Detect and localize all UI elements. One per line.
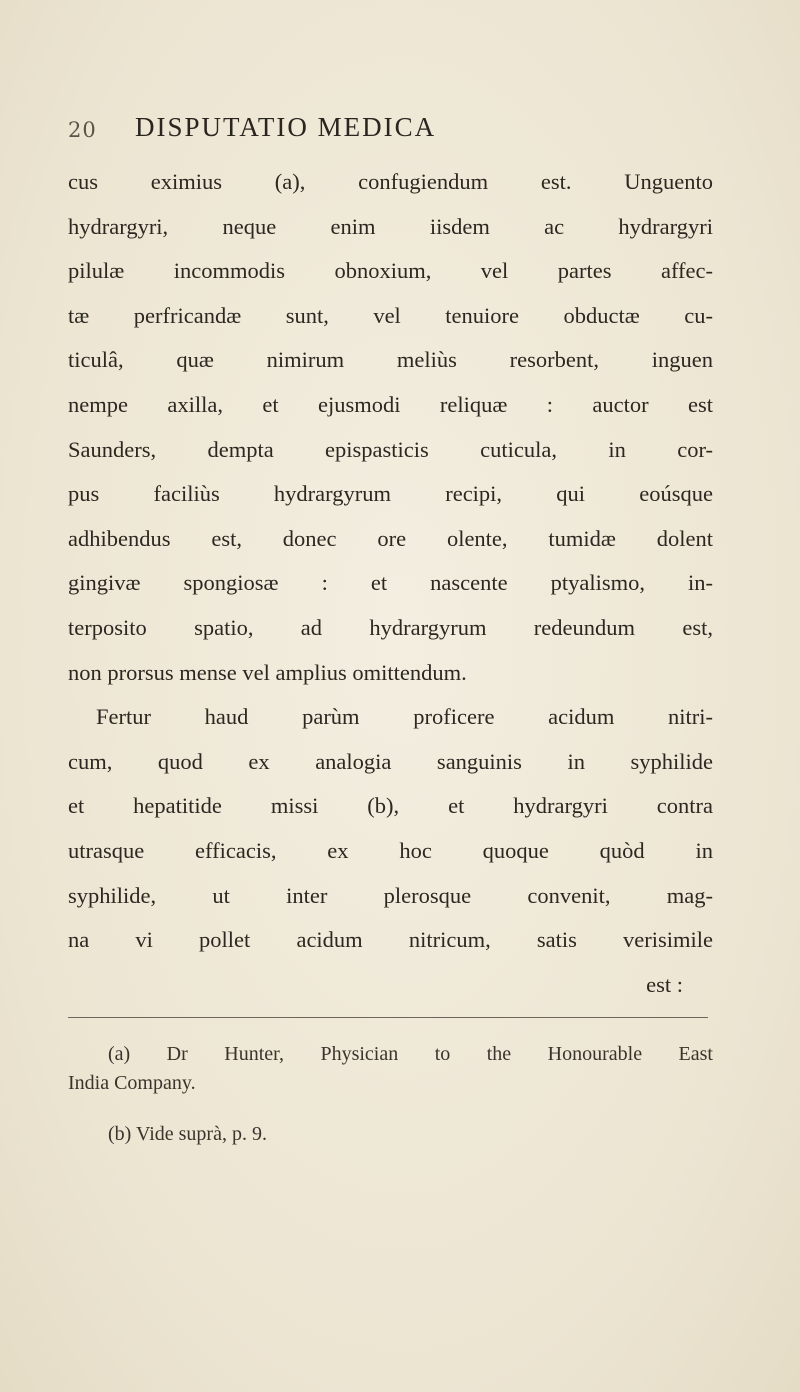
text-line: cus eximius (a), confugiendum est. Unguento xyxy=(68,169,713,194)
footnote-a-line1: (a) Dr Hunter, Physician to the Honourable East xyxy=(108,1043,713,1065)
text-line: adhibendus est, donec ore olente, tumidæ dolent xyxy=(68,525,713,551)
text-line: pilulæ incommodis obnoxium, vel partes affec- xyxy=(68,258,713,284)
catchword: est : xyxy=(646,971,683,997)
page-number: 20 xyxy=(68,118,97,142)
text-line: Saunders, dempta epispasticis cuticula, in cor- xyxy=(68,436,713,462)
text-line: ticulâ, quæ nimirum meliùs resorbent, inguen xyxy=(68,347,713,373)
text-line: non prorsus mense vel amplius omittendum. xyxy=(68,659,467,685)
text-line: tæ perfricandæ sunt, vel tenuiore obductæ cu- xyxy=(68,302,713,328)
body-text xyxy=(68,160,713,1007)
footnote-rule xyxy=(68,1017,708,1018)
text-line: utrasque efficacis, ex hoc quoque quòd in xyxy=(68,837,713,863)
text-line: gingivæ spongiosæ : et nascente ptyalismo, in- xyxy=(68,570,713,596)
text-line: hydrargyri, neque enim iisdem ac hydrargyri xyxy=(68,213,713,239)
text-line: syphilide, ut inter plerosque convenit, mag- xyxy=(68,882,713,908)
footnote-b: (b) Vide suprà, p. 9. xyxy=(108,1123,267,1145)
text-line: terposito spatio, ad hydrargyrum redeundum est, xyxy=(68,614,713,640)
text-line: et hepatitide missi (b), et hydrargyri contra xyxy=(68,793,713,819)
text-line: pus faciliùs hydrargyrum recipi, qui eoúsque xyxy=(68,481,713,507)
footnotes xyxy=(68,1040,713,1149)
footnote-a xyxy=(68,1040,713,1098)
text-line: nempe axilla, et ejusmodi reliquæ : auctor est xyxy=(68,391,713,417)
text-line: na vi pollet acidum nitricum, satis verisimile xyxy=(68,927,713,953)
footnote-a-line2: India Company. xyxy=(68,1072,196,1094)
page-header xyxy=(0,112,800,158)
running-title: DISPUTATIO MEDICA xyxy=(135,112,437,142)
text-line: cum, quod ex analogia sanguinis in syphilide xyxy=(68,748,713,774)
text-line: Fertur haud parùm proficere acidum nitri- xyxy=(96,704,713,730)
